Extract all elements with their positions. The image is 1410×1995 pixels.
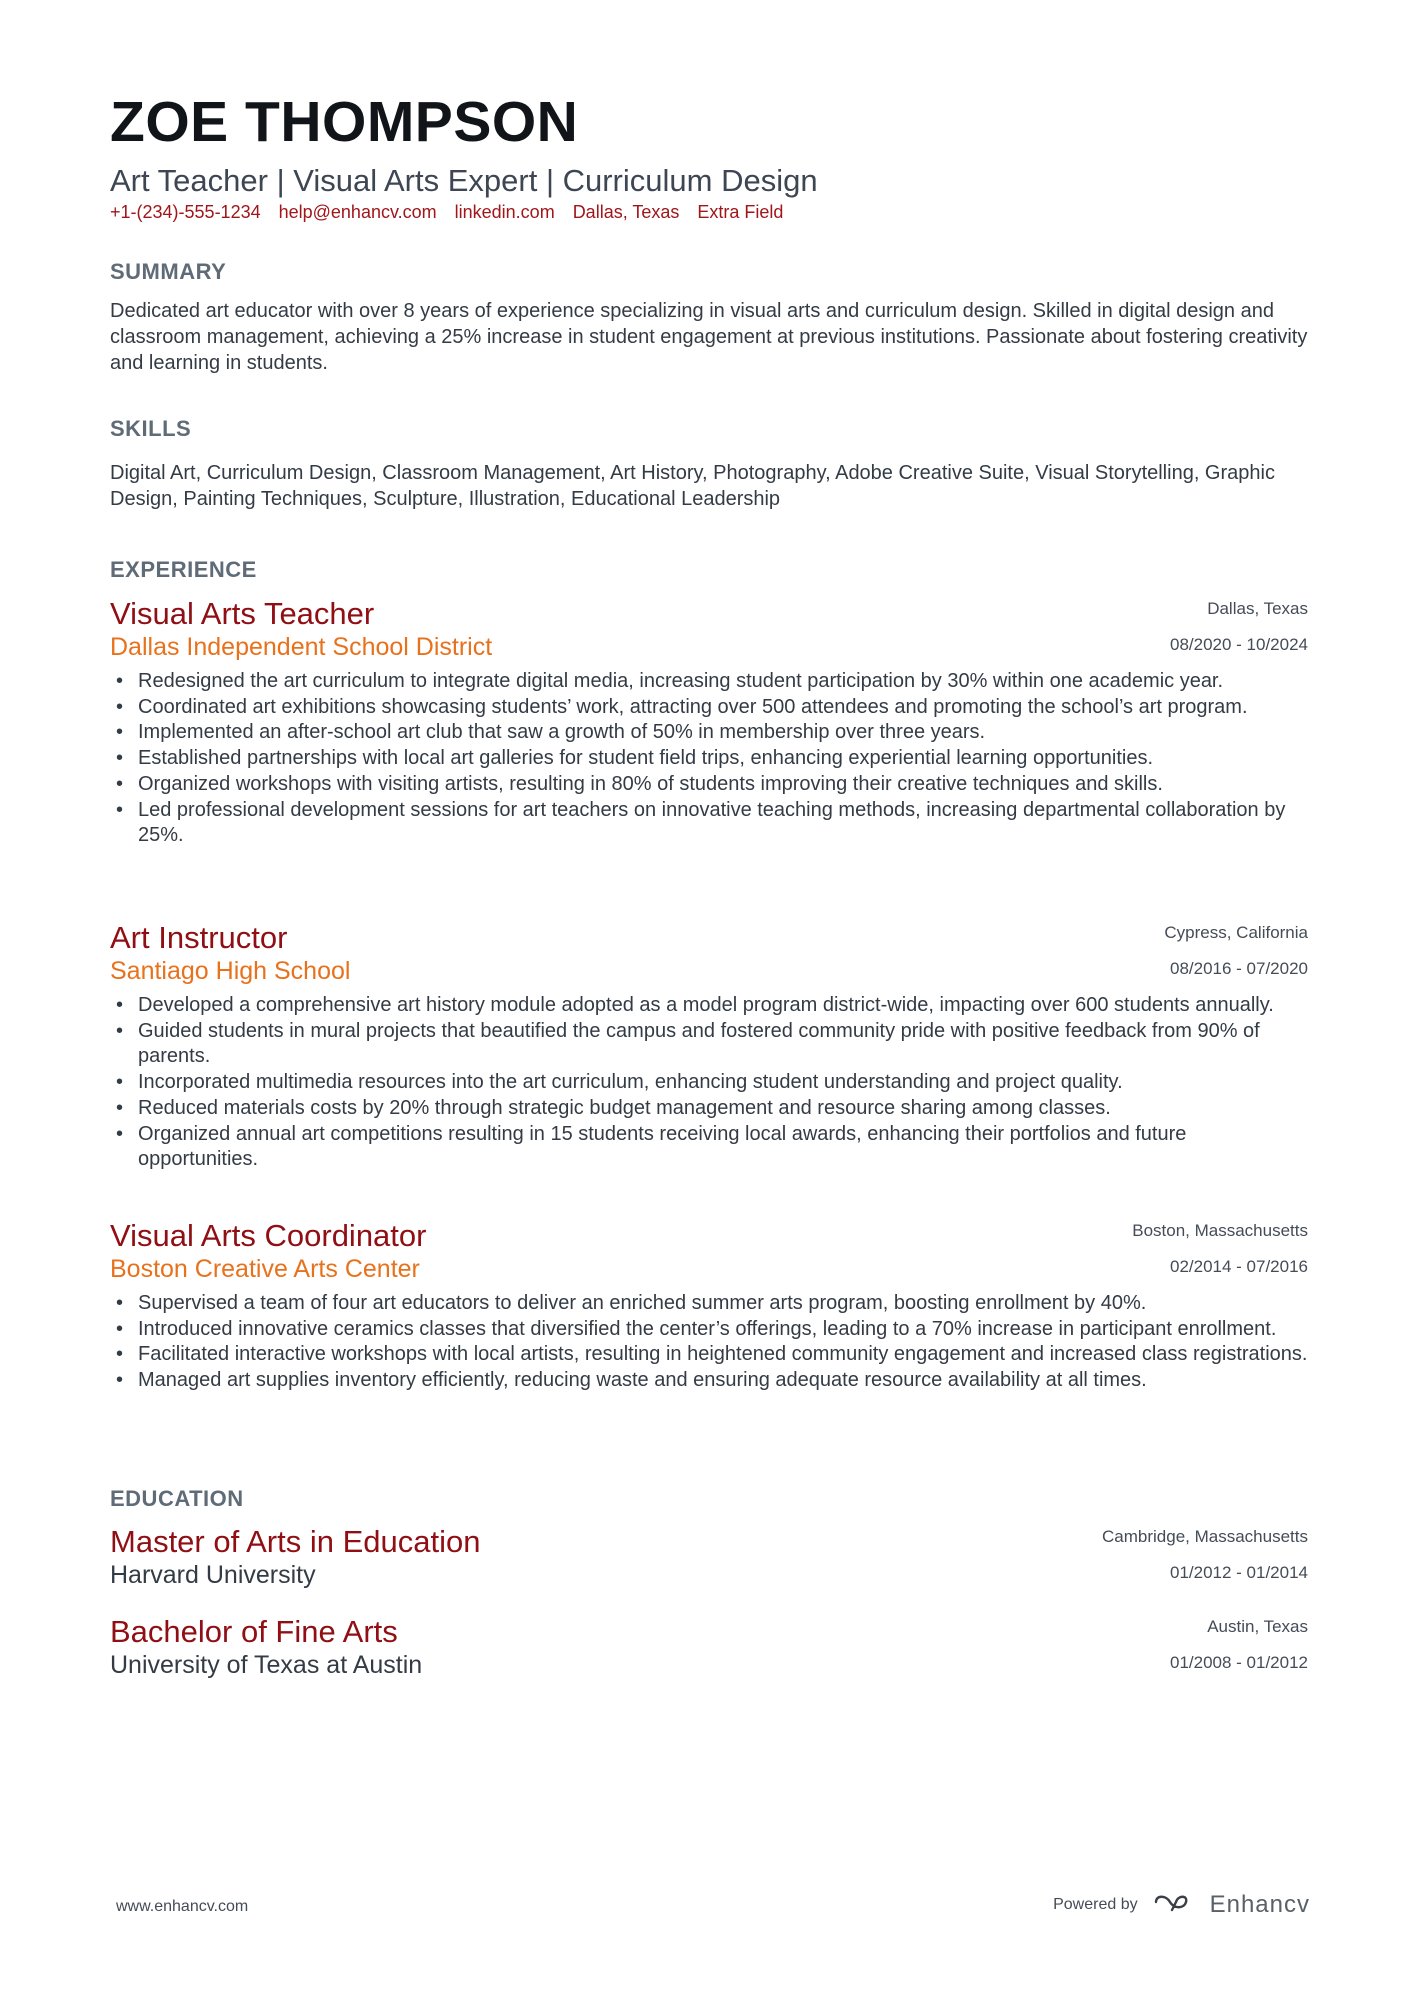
degree-title: Master of Arts in Education xyxy=(110,1524,481,1559)
job-role: Visual Arts Coordinator xyxy=(110,1218,427,1253)
job-bullets xyxy=(110,993,1308,1173)
list-item: • Implemented an after-school art club that saw a growth of 50% in membership over three years. xyxy=(110,720,1308,746)
powered-by-label: Powered by xyxy=(1053,1895,1138,1913)
job-dates: 08/2016 - 07/2020 xyxy=(1169,959,1308,978)
job-role: Art Instructor xyxy=(110,920,288,955)
skills-text: Digital Art, Curriculum Design, Classroom Management, Art History, Photography, Adobe Creative Suite, Visual Storytelling, Graphic Design, Painting Techniques, Sculpture, Illustration, Educational Leadership xyxy=(110,462,1275,510)
list-item: • Managed art supplies inventory efficiently, reducing waste and ensuring adequate resource availability at all times. xyxy=(110,1368,1308,1394)
job-dates: 02/2014 - 07/2016 xyxy=(1169,1257,1308,1276)
job-role: Visual Arts Teacher xyxy=(110,596,375,631)
list-item: • Guided students in mural projects that beautified the campus and fostered community pride with positive feedback from 90% of parents. xyxy=(110,1019,1308,1070)
job-location: Cypress, California xyxy=(1164,923,1308,942)
education-heading: EDUCATION xyxy=(110,1486,244,1511)
candidate-title: Art Teacher | Visual Arts Expert | Curriculum Design xyxy=(110,163,818,198)
brand-name: Enhancv xyxy=(1209,1890,1310,1918)
experience-entry xyxy=(110,1219,1308,1394)
job-bullets xyxy=(110,669,1308,849)
list-item: • Supervised a team of four art educators to deliver an enriched summer arts program, boosting enrollment by 40%. xyxy=(110,1291,1308,1317)
list-item: • Redesigned the art curriculum to integrate digital media, increasing student participation by 30% within one academic year. xyxy=(110,669,1308,695)
education-dates: 01/2008 - 01/2012 xyxy=(1169,1653,1308,1672)
education-entry xyxy=(110,1615,1308,1681)
contact-bar xyxy=(110,202,783,223)
list-item: • Developed a comprehensive art history module adopted as a model program district-wide, impacting over 600 students annually. xyxy=(110,993,1308,1019)
experience-entry xyxy=(110,597,1308,849)
school-location: Cambridge, Massachusetts xyxy=(1102,1527,1308,1546)
list-item: • Led professional development sessions for art teachers on innovative teaching methods, increasing departmental collaboration by 25%. xyxy=(110,798,1308,849)
list-item: • Introduced innovative ceramics classes that diversified the center’s offerings, leading to a 70% increase in participant enrollment. xyxy=(110,1317,1308,1343)
job-bullets xyxy=(110,1291,1308,1394)
summary-heading: SUMMARY xyxy=(110,259,227,284)
list-item: • Incorporated multimedia resources into the art curriculum, enhancing student understanding and project quality. xyxy=(110,1070,1308,1096)
job-location: Dallas, Texas xyxy=(1207,599,1308,618)
skills-heading: SKILLS xyxy=(110,416,192,441)
school-location: Austin, Texas xyxy=(1207,1617,1308,1636)
job-organization: Santiago High School xyxy=(110,957,351,985)
job-dates: 08/2020 - 10/2024 xyxy=(1169,635,1308,654)
list-item: • Organized workshops with visiting artists, resulting in 80% of students improving their creative techniques and skills. xyxy=(110,772,1308,798)
education-entry xyxy=(110,1525,1308,1591)
linkedin-contact[interactable]: linkedin.com xyxy=(454,202,555,222)
job-location: Boston, Massachusetts xyxy=(1132,1221,1308,1240)
education-dates: 01/2012 - 01/2014 xyxy=(1169,1563,1308,1582)
experience-entry xyxy=(110,921,1308,1173)
job-organization: Dallas Independent School District xyxy=(110,633,493,661)
job-organization: Boston Creative Arts Center xyxy=(110,1255,420,1283)
experience-heading: EXPERIENCE xyxy=(110,557,257,582)
footer-website[interactable]: www.enhancv.com xyxy=(116,1898,249,1915)
extra-field-contact: Extra Field xyxy=(697,202,784,222)
candidate-name: ZOE THOMPSON xyxy=(110,90,579,154)
degree-title: Bachelor of Fine Arts xyxy=(110,1614,398,1649)
list-item: • Established partnerships with local art galleries for student field trips, enhancing experiential learning opportunities. xyxy=(110,746,1308,772)
school-name: University of Texas at Austin xyxy=(110,1651,423,1679)
list-item: • Reduced materials costs by 20% through strategic budget management and resource sharing among classes. xyxy=(110,1096,1308,1122)
list-item: • Facilitated interactive workshops with local artists, resulting in heightened community engagement and increased class registrations. xyxy=(110,1342,1308,1368)
enhancv-logo-icon xyxy=(1152,1890,1196,1919)
phone-contact[interactable]: +1-(234)-555-1234 xyxy=(110,202,261,222)
school-name: Harvard University xyxy=(110,1561,316,1589)
list-item: • Organized annual art competitions resulting in 15 students receiving local awards, enhancing their portfolios and future opportunities. xyxy=(110,1122,1308,1173)
footer-branding xyxy=(1053,1890,1310,1919)
list-item: • Coordinated art exhibitions showcasing students’ work, attracting over 500 attendees and promoting the school’s art program. xyxy=(110,695,1308,721)
summary-text: Dedicated art educator with over 8 years of experience specializing in visual arts and curriculum design. Skilled in digital design and classroom management, achieving a 25% increase in student engagement at previous institutions. Passionate about fostering creativity and learning in students. xyxy=(110,300,1308,374)
email-contact[interactable]: help@enhancv.com xyxy=(278,202,437,222)
location-contact: Dallas, Texas xyxy=(572,202,680,222)
